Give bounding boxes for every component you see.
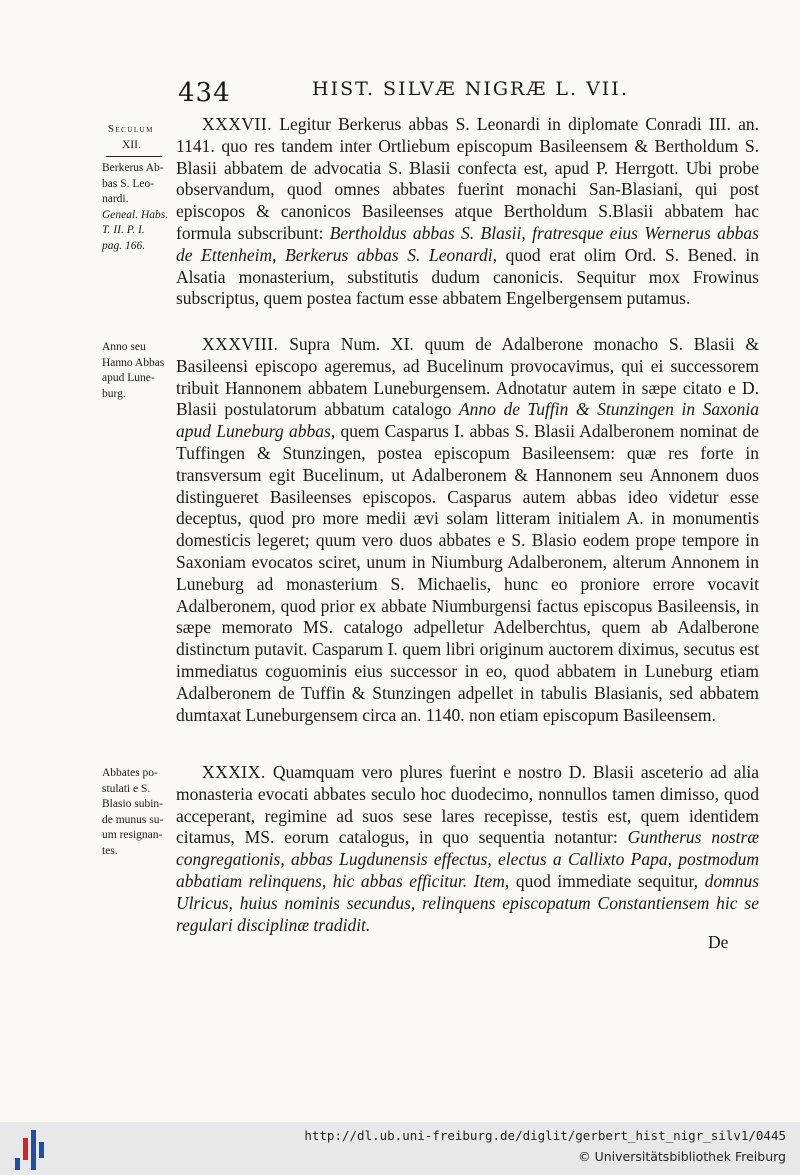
section-37 — [176, 114, 759, 310]
margin-note-berkerus — [102, 122, 176, 254]
margin-line: pag. 166. — [102, 239, 146, 252]
paragraph-text: , quod erat olim Ord. S. Bened. in Alsatia monasterium, substitutis dudum canonicis. Sequitur mox Frowinus subscriptus, quem postea factum esse abbatem Engelbergensem putamus. — [176, 244, 759, 309]
margin-line: de munus su- — [102, 813, 164, 826]
margin-line: um resignan- — [102, 829, 163, 841]
logo-bar — [39, 1142, 44, 1158]
paragraph-text: , quem Casparus I. abbas S. Blasii Adalberonem nominat de Tuffingen & Stunzingen, postea episcopum Basileensem: quæ res forte in transversum egit Bucelinum, ut Adalberonem & Hannonem seu Annonem duos distingueret Basileenses episcopos. Casparus autem abbas ideo videtur esse deceptus, quod pro more medii ævi solam litteram initialem A. in monumentis domesticis legeret; quum vero duos abbates e S. Blasio eodem prope tempore in Saxoniam evocatos sciret, unum in Niumburg Adalberonem, alterum Annonem in Luneburg ad monasterium S. Michaelis, hunc eo proniore errore vocavit Adalberonem, quod prior ex abbate Niumburgensi factus episcopus Basileensis, in sæpe memorato MS. catalogo adpelletur Adelberchtus, quem ab Adalberone distinctum putavit. Casparum I. quem libri originum auctorem diximus, secutus est immediatus coguominis eius successor in eo, quod abbatem in Luneburg etiam Adalberonem de Tuffin & Stunzingen adpellet in tabulis Blasianis, sed abbatem dumtaxat Luneburgensem circa an. 1140. non etiam episcopum Basileensem. — [176, 421, 759, 725]
margin-line: bas S. Leo- — [102, 177, 155, 190]
catchword: De — [708, 932, 729, 952]
logo-bar — [23, 1138, 28, 1160]
paragraph — [176, 334, 759, 726]
margin-line: Anno seu — [102, 341, 146, 353]
margin-line: apud Lune- — [102, 372, 155, 384]
italic-text: Guntherus nostræ congregationis, abbas Lugdunensis effectus, electus a Callixto Papa, postmodum abbatiam relinquens, hic abbas efficitur. Item, — [176, 827, 759, 891]
margin-rule — [106, 156, 162, 157]
page-header — [178, 78, 758, 112]
margin-line: stulati e S. — [102, 782, 151, 795]
paragraph-text: quod immediate sequitur, — [509, 870, 705, 891]
section-38 — [176, 334, 759, 726]
library-logo — [12, 1128, 52, 1170]
paragraph-text: Supra Num. XI. quum de Adalberone monacho S. Blasii & Basileensi episcopo ageremus, ad Bucelinum provocavimus, qui ei successorem tribuit Hannonem abbatem Luneburgensem. Adnotatur autem in sæpe citato e D. Blasii postulatorum abbatum catalogo — [176, 334, 759, 420]
margin-line: Hanno Abbas — [102, 356, 165, 369]
paragraph — [176, 762, 759, 936]
page-number: 434 — [178, 78, 231, 108]
margin-note-anno — [102, 340, 176, 402]
paragraph-text: Quamquam vero plures fuerint e nostro D. Blasii asceterio ad alia monasteria evocati abbates seculo hoc duodecimo, nonnullos tamen dimisso, quod acceperant, regimine ad suos sese lares recepisse, testis est, quem identidem citamus, MS. eorum catalogus, in quo sequentia notantur: — [176, 762, 759, 848]
logo-bar — [15, 1158, 20, 1170]
margin-seculum-number: XII. — [122, 138, 141, 151]
margin-note-abbates — [102, 766, 176, 859]
italic-text: Bertholdus abbas S. Blasii, fratresque eius Wernerus abbas de Ettenheim, Berkerus abbas S. Leonardi — [176, 222, 759, 265]
margin-line: nardi. — [102, 193, 129, 205]
logo-bar — [31, 1130, 36, 1170]
section-number: XXXVII. — [202, 114, 273, 134]
margin-seculum: Seculum — [108, 124, 154, 135]
copyright-notice: © Universitätsbibliothek Freiburg — [578, 1149, 786, 1164]
section-39 — [176, 762, 759, 936]
margin-line: Blasio subin- — [102, 798, 164, 810]
viewer-footer — [0, 1122, 800, 1175]
section-number: XXXIX. — [202, 762, 266, 782]
italic-text: Anno de Tuffin & Stunzingen in Saxonia apud Luneburg abbas — [176, 399, 759, 442]
paragraph-text: Legitur Berkerus abbas S. Leonardi in diplomate Conradi III. an. 1141. quo res tandem inter Ortliebum episcopum Basileensem & Bertholdum S. Blasii abbatem de advocatia S. Blasii confecta est, apud P. Herrgott. Ubi probe observandum, quod omnes abbates fuerint monachi San-Blasiani, qui post episcopos & canonicos Basileenses atque Bertholdum S.Blasii abbatem hac formula subscribunt: — [176, 114, 759, 243]
margin-line: Geneal. Habs. — [102, 208, 169, 221]
italic-text: domnus Ulricus, huius nominis secundus, relinquens episcopatum Constantiensem hic se regulari disciplinæ tradidit. — [176, 870, 760, 935]
margin-line: Abbates po- — [102, 767, 158, 779]
source-url-link[interactable]: http://dl.ub.uni-freiburg.de/diglit/gerbert_hist_nigr_silv1/0445 — [304, 1128, 786, 1143]
margin-line: tes. — [102, 844, 118, 857]
section-number: XXXVIII. — [202, 334, 279, 354]
running-title: HIST. SILVÆ NIGRÆ L. VII. — [312, 78, 629, 100]
paragraph — [176, 114, 759, 310]
margin-line: burg. — [102, 387, 126, 400]
margin-line: Berkerus Ab- — [102, 162, 164, 174]
margin-line: T. II. P. I. — [102, 224, 145, 236]
